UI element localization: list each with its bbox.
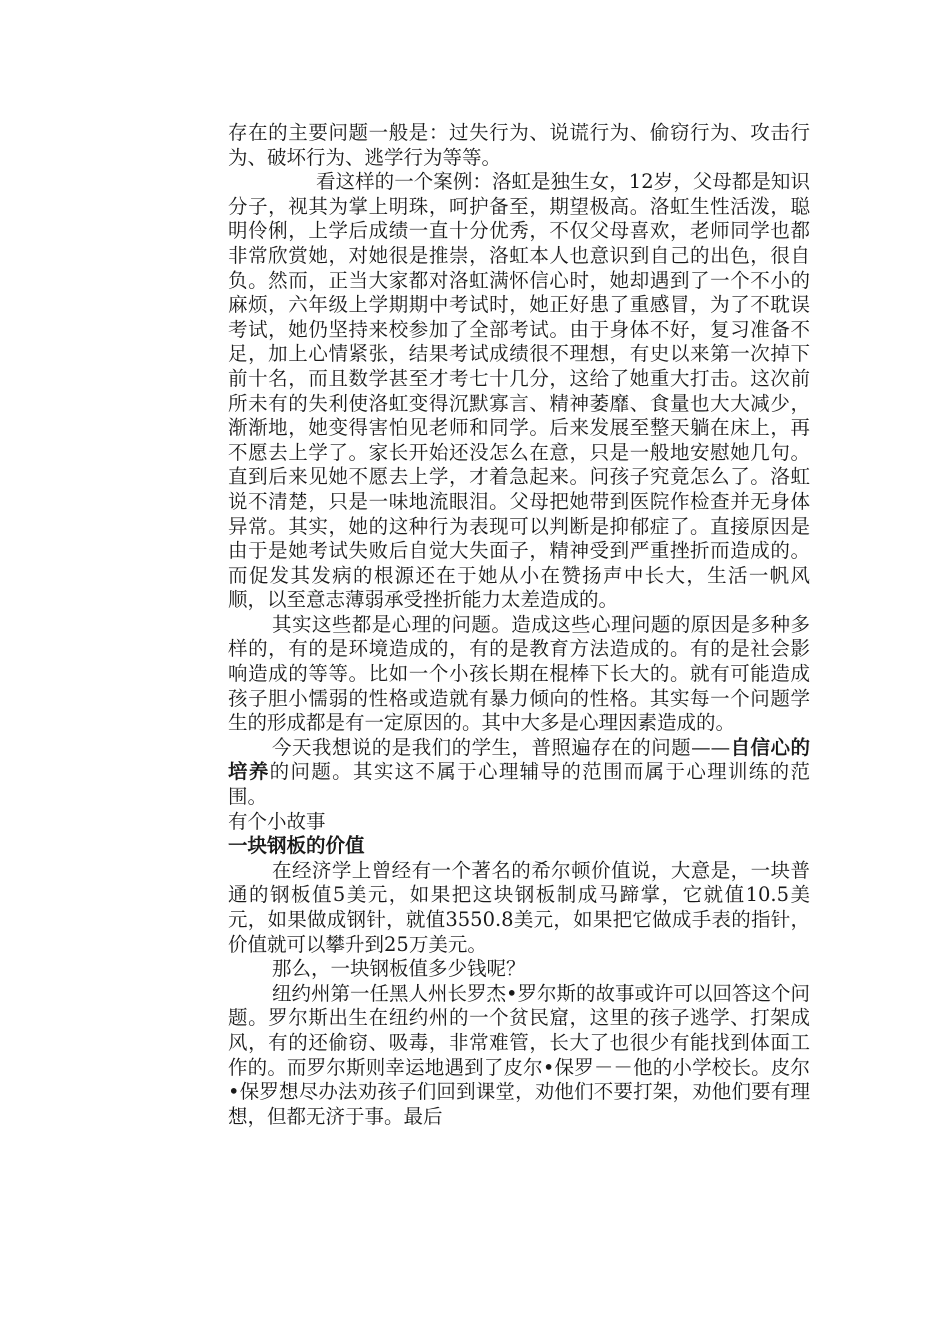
paragraph-psychological-causes: 其实这些都是心理的问题。造成这些心理问题的原因是多种多样的，有的是环境造成的，有的是教育方法造成的。有的是社会影响造成的等等。比如一个小孩长期在棍棒下长大的。就有可能造成孩子胆小懦弱的性格或造就有暴力倾向的性格。其实每一个问题学生的形成都是有一定原因的。其中大多是心理因素造成的。 [228,612,810,735]
bold-self-confidence: 自信心的培养 [228,735,810,784]
document-body [228,121,810,1129]
story-intro-line: 有个小故事 [228,809,326,833]
paragraph-self-confidence-text-start: 今天我想说的是我们的学生，普照遍存在的问题—— [272,735,731,759]
paragraph-self-confidence-text-end: 的问题。其实这不属于心理辅导的范围而属于心理训练的范围。 [228,760,810,809]
paragraph-problem-behaviors: 存在的主要问题一般是：过失行为、说谎行为、偷窃行为、攻击行为、破坏行为、逃学行为等等。 [228,121,810,169]
paragraph-question: 那么，一块钢板值多少钱呢？ [272,957,526,981]
paragraph-self-confidence [228,736,810,810]
paragraph-rolls-story: 纽约州第一任黑人州长罗杰•罗尔斯的故事或许可以回答这个问题。罗尔斯出生在纽约州的一个贫民窟，这里的孩子逃学、打架成风，有的还偷窃、吸毒，非常难管，长大了也很少有能找到体面工作的。而罗尔斯则幸运地遇到了皮尔•保罗－－他的小学校长。皮尔•保罗想尽办法劝孩子们回到课堂，劝他们不要打架，劝他们要有理想，但都无济于事。最后 [228,981,811,1128]
story-heading: 一块钢板的价值 [228,834,365,858]
paragraph-hilton-value: 在经济学上曾经有一个著名的希尔顿价值说，大意是，一块普通的钢板值5美元，如果把这块钢板制成马蹄掌，它就值10.5美元，如果做成钢针，就值3550.8美元，如果把它做成手表的指针，价值就可以攀升到25万美元。 [228,858,810,956]
paragraph-case-study: 看这样的一个案例：洛虹是独生女，12岁，父母都是知识分子，视其为掌上明珠，呵护备至，期望极高。洛虹生性活泼，聪明伶俐，上学后成绩一直十分优秀，不仅父母喜欢，老师同学也都非常欣赏她，对她很是推崇，洛虹本人也意识到自己的出色，很自负。然而，正当大家都对洛虹满怀信心时，她却遇到了一个不小的麻烦，六年级上学期期中考试时，她正好患了重感冒，为了不耽误考试，她仍坚持来校参加了全部考试。由于身体不好，复习准备不足，加上心情紧张，结果考试成绩很不理想，有史以来第一次掉下前十名，而且数学甚至才考七十几分，这给了她重大打击。这次前所未有的失利使洛虹变得沉默寡言、精神萎靡、食量也大大减少，渐渐地，她变得害怕见老师和同学。后来发展至整天躺在床上，再不愿去上学了。家长开始还没怎么在意，只是一般地安慰她几句。直到后来见她不愿去上学，才着急起来。问孩子究竟怎么了。洛虹说不清楚，只是一味地流眼泪。父母把她带到医院作检查并无身体异常。其实，她的这种行为表现可以判断是抑郁症了。直接原因是由于是她考试失败后自觉大失面子，精神受到严重挫折而造成的。而促发其发病的根源还在于她从小在赞扬声中长大，生活一帆风顺，以至意志薄弱承受挫折能力太差造成的。 [228,170,810,612]
